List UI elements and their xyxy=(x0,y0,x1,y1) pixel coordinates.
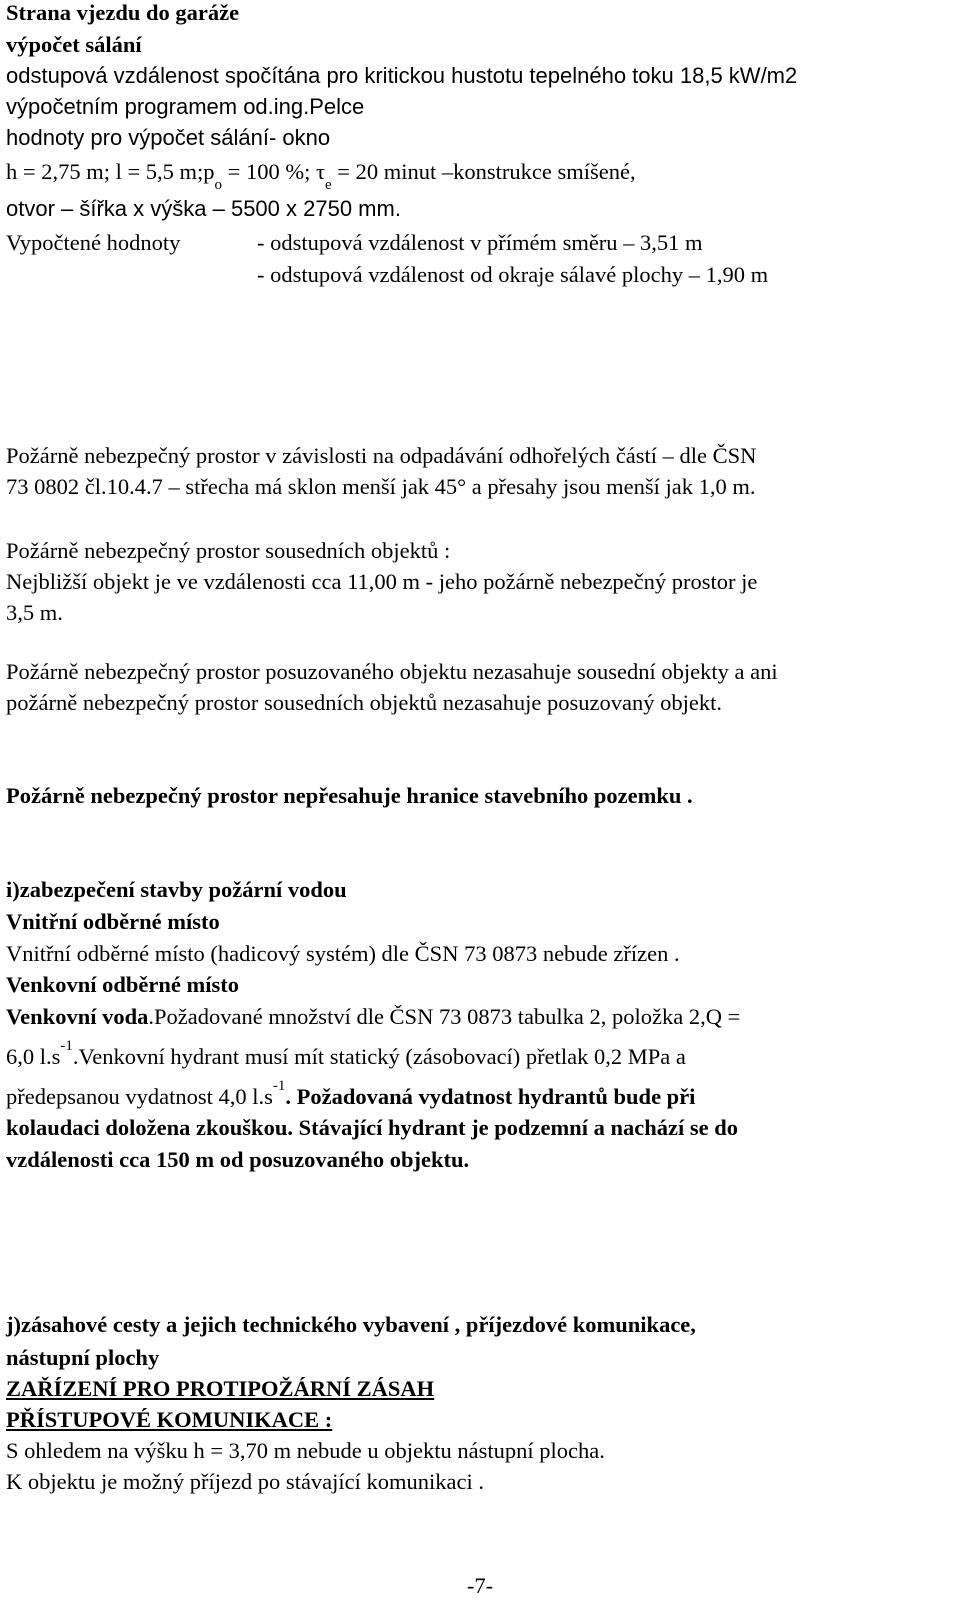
body-p2-line-1: Požárně nebezpečný prostor sousedních objektů : xyxy=(6,538,451,563)
hydrant-pressure-text: .Venkovní hydrant musí mít statický (zásobovací) přetlak 0,2 MPa a xyxy=(72,1044,686,1069)
section-i-subheading-external: Venkovní odběrné místo xyxy=(6,972,239,997)
flow-value-2: předepsanou vydatnost 4,0 l.s xyxy=(6,1084,273,1109)
section-i-subheading-internal: Vnitřní odběrné místo xyxy=(6,909,220,934)
conclusion: Požárně nebezpečný prostor nepřesahuje hranice stavebního pozemku . xyxy=(6,783,693,808)
hydrant-yield-text: . Požadovaná vydatnost hydrantů bude při xyxy=(285,1084,696,1109)
section-j-text-1: S ohledem na výšku h = 3,70 m nebude u objektu nástupní plocha. xyxy=(6,1438,605,1463)
garage-line-2: výpočetním programem od.ing.Pelce xyxy=(6,94,365,119)
section-i-line-3 xyxy=(6,1078,696,1111)
section-j-heading-line-1: j)zásahové cesty a jejich technického vybavení , příjezdové komunikace, xyxy=(6,1312,696,1337)
section-j-heading-line-2: nástupní plochy xyxy=(6,1345,160,1370)
section-j-text-2: K objektu je možný příjezd po stávající komunikaci . xyxy=(6,1469,485,1494)
flow-unit-exponent-1: -1 xyxy=(60,1038,73,1054)
body-p1-line-2: 73 0802 čl.10.4.7 – střecha má sklon menší jak 45° a přesahy jsou menší jak 1,0 m. xyxy=(6,474,756,499)
flow-value-1: 6,0 l.s xyxy=(6,1044,61,1069)
param-sub-o: o xyxy=(214,177,223,193)
param-sub-e: e xyxy=(325,177,332,193)
section-i-line-2 xyxy=(6,1038,686,1071)
computed-value-1: - odstupová vzdálenost v přímém směru – 3,51 m xyxy=(257,230,703,255)
body-p3-line-2: požárně nebezpečný prostor sousedních objektů nezasahuje posuzovaný objekt. xyxy=(6,690,723,715)
garage-parameters xyxy=(6,158,636,193)
external-water-label: Venkovní voda xyxy=(6,1004,149,1029)
flow-unit-exponent-2: -1 xyxy=(272,1078,286,1094)
computed-value-2: - odstupová vzdálenost od okraje sálavé plochy – 1,90 m xyxy=(257,262,769,287)
body-p2-line-3: 3,5 m. xyxy=(6,600,63,625)
garage-line-1: odstupová vzdálenost spočítána pro kritickou hustotu tepelného toku 18,5 kW/m2 xyxy=(6,63,798,88)
section-i-line-4: kolaudaci doložena zkouškou. Stávající hydrant je podzemní a nachází se do xyxy=(6,1115,738,1140)
page-number: -7- xyxy=(466,1573,494,1598)
param-part-3: = 20 minut –konstrukce smíšené, xyxy=(331,159,636,184)
section-i-heading: i)zabezpečení stavby požární vodou xyxy=(6,877,347,902)
garage-subtitle: výpočet sálání xyxy=(6,32,142,57)
garage-line-3: hodnoty pro výpočet sálání- okno xyxy=(6,125,331,150)
computed-values-label: Vypočtené hodnoty xyxy=(6,230,181,255)
body-p1-line-1: Požárně nebezpečný prostor v závislosti na odpadávání odhořelých částí – dle ČSN xyxy=(6,443,757,468)
body-p3-line-1: Požárně nebezpečný prostor posuzovaného objektu nezasahuje sousední objekty a ani xyxy=(6,659,778,684)
section-i-line-1 xyxy=(6,1003,740,1031)
param-part-2: = 100 %; τ xyxy=(222,159,325,184)
param-part-1: h = 2,75 m; l = 5,5 m;p xyxy=(6,159,215,184)
section-i-internal-text: Vnitřní odběrné místo (hadicový systém) dle ČSN 73 0873 nebude zřízen . xyxy=(6,941,680,966)
section-j-caps-heading-2: PŘÍSTUPOVÉ KOMUNIKACE : xyxy=(6,1407,333,1432)
external-water-text: .Požadované množství dle ČSN 73 0873 tabulka 2, položka 2,Q = xyxy=(148,1004,741,1029)
garage-title: Strana vjezdu do garáže xyxy=(6,0,240,25)
body-p2-line-2: Nejbližší objekt je ve vzdálenosti cca 11,00 m - jeho požárně nebezpečný prostor je xyxy=(6,569,758,594)
section-j-caps-heading-1: ZAŘÍZENÍ PRO PROTIPOŽÁRNÍ ZÁSAH xyxy=(6,1376,435,1401)
garage-line-5: otvor – šířka x výška – 5500 x 2750 mm. xyxy=(6,196,401,221)
section-i-line-5: vzdálenosti cca 150 m od posuzovaného objektu. xyxy=(6,1147,470,1172)
